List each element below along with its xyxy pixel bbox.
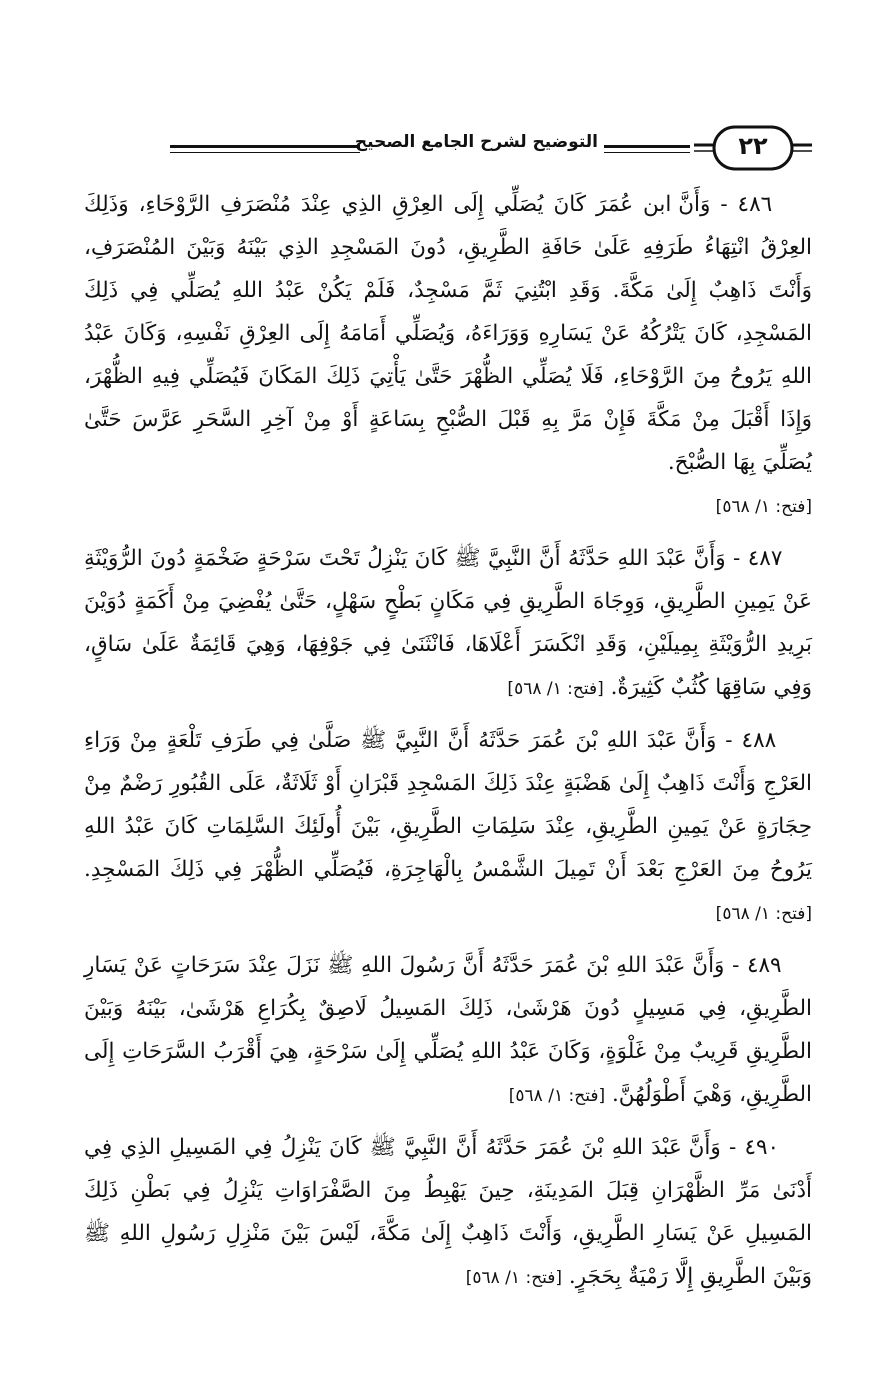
page-number-badge [694, 124, 812, 172]
hadith-paragraph [84, 183, 812, 529]
reference: [فتح: ١/ ٥٦٨] [507, 679, 604, 699]
hadith-text: وَأَنَّ عَبْدَ اللهِ بْنَ عُمَرَ حَدَّثَهُ أَنَّ النَّبِيَّ ﷺ صَلَّىٰ فِي طَرَفِ تَلْعَةٍ مِنْ وَرَاءِ العَرْجِ وَأَنْتَ ذَاهِبٌ إِلَىٰ هَضْبَةٍ عِنْدَ ذَلِكَ المَسْجِدِ قَبْرَانِ أَوْ ثَلَاثَةٌ، عَلَى القُبُورِ رَضْمٌ مِنْ حِجَارَةٍ عَنْ يَمِينِ الطَّرِيقِ، عِنْدَ سَلِمَاتِ الطَّرِيقِ، بَيْنَ أُولَئِكَ السَّلِمَاتِ كَانَ عَبْدُ اللهِ يَرُوحُ مِنَ العَرْجِ بَعْدَ أَنْ تَمِيلَ الشَّمْسُ بِالْهَاجِرَةِ، فَيُصَلِّي الظُّهْرَ فِي ذَلِكَ المَسْجِدِ. [84, 728, 812, 882]
page-body [84, 183, 812, 1308]
hadith-paragraph [84, 1126, 812, 1300]
separator: - [733, 546, 741, 571]
hadith-number: ٤٨٨ [741, 728, 777, 753]
separator: - [728, 1135, 737, 1160]
hadith-paragraph [84, 537, 812, 711]
header-rule-right [604, 145, 690, 153]
separator: - [725, 728, 733, 753]
hadith-number: ٤٨٧ [747, 546, 783, 571]
reference: [فتح: ١/ ٥٦٨] [465, 1268, 563, 1288]
reference: [فتح: ١/ ٥٦٨] [715, 497, 812, 517]
page-number: ٢٢ [738, 132, 768, 160]
reference: [فتح: ١/ ٥٦٨] [715, 904, 812, 924]
hadith-number: ٤٨٦ [737, 192, 773, 217]
header-rule-left [170, 145, 360, 153]
hadith-text: وَأَنَّ عَبْدَ اللهِ بْنَ عُمَرَ حَدَّثَهُ أَنَّ رَسُولَ اللهِ ﷺ نَزَلَ عِنْدَ سَرَحَاتٍ عَنْ يَسَارِ الطَّرِيقِ، فِي مَسِيلٍ دُونَ هَرْشَىٰ، ذَلِكَ المَسِيلُ لَاصِقٌ بِكُرَاعِ هَرْشَىٰ، بَيْنَهُ وَبَيْنَ الطَّرِيقِ قَرِيبٌ مِنْ غَلْوَةٍ، وَكَانَ عَبْدُ اللهِ يُصَلِّي إِلَىٰ سَرْحَةٍ، هِيَ أَقْرَبُ السَّرَحَاتِ إِلَى الطَّرِيقِ، وَهْيَ أَطْوَلُهُنَّ. [84, 953, 812, 1107]
running-title: التوضيح لشرح الجامع الصحيح [354, 132, 598, 152]
page-header [84, 124, 812, 176]
hadith-number: ٤٩٠ [744, 1135, 780, 1160]
hadith-paragraph [84, 719, 812, 936]
hadith-number: ٤٨٩ [746, 953, 782, 978]
separator: - [732, 953, 740, 978]
reference: [فتح: ١/ ٥٦٨] [508, 1086, 606, 1106]
hadith-text: وَأَنَّ عَبْدَ اللهِ بْنَ عُمَرَ حَدَّثَهُ أَنَّ النَّبِيَّ ﷺ كَانَ يَنْزِلُ فِي المَسِيلِ الذِي فِي أَدْنَىٰ مَرِّ الظَّهْرَانِ قِبَلَ المَدِينَةِ، حِينَ يَهْبِطُ مِنَ الصَّفْرَاوَاتِ يَنْزِلُ فِي بَطْنِ ذَلِكَ المَسِيلِ عَنْ يَسَارِ الطَّرِيقِ، وَأَنْتَ ذَاهِبٌ إِلَىٰ مَكَّةَ، لَيْسَ بَيْنَ مَنْزِلِ رَسُولِ اللهِ ﷺ وَبَيْنَ الطَّرِيقِ إِلَّا رَمْيَةٌ بِحَجَرٍ. [84, 1135, 812, 1289]
hadith-paragraph [84, 944, 812, 1118]
separator: - [720, 192, 728, 217]
hadith-text: وَأَنَّ ابن عُمَرَ كَانَ يُصَلِّي إِلَى العِرْقِ الذِي عِنْدَ مُنْصَرَفِ الرَّوْحَاءِ، وَذَلِكَ العِرْقُ انْتِهَاءُ طَرَفِهِ عَلَىٰ حَافَةِ الطَّرِيقِ، دُونَ المَسْجِدِ الذِي بَيْنَهُ وَبَيْنَ المُنْصَرَفِ، وَأَنْتَ ذَاهِبٌ إِلَىٰ مَكَّةَ. وَقَدِ ابْتُنِيَ ثَمَّ مَسْجِدٌ، فَلَمْ يَكُنْ عَبْدُ اللهِ يُصَلِّي فِي ذَلِكَ المَسْجِدِ، كَانَ يَتْرُكُهُ عَنْ يَسَارِهِ وَوَرَاءَهُ، وَيُصَلِّي أَمَامَهُ إِلَى العِرْقِ نَفْسِهِ، وَكَانَ عَبْدُ اللهِ يَرُوحُ مِنَ الرَّوْحَاءِ، فَلَا يُصَلِّي الظُّهْرَ حَتَّىٰ يَأْتِيَ ذَلِكَ المَكَانَ فَيُصَلِّي فِيهِ الظُّهْرَ، وَإِذَا أَقْبَلَ مِنْ مَكَّةَ فَإِنْ مَرَّ بِهِ قَبْلَ الصُّبْحِ بِسَاعَةٍ أَوْ مِنْ آخِرِ السَّحَرِ عَرَّسَ حَتَّىٰ يُصَلِّيَ بِهَا الصُّبْحَ. [84, 192, 812, 475]
hadith-text: وَأَنَّ عَبْدَ اللهِ حَدَّثَهُ أَنَّ النَّبِيَّ ﷺ كَانَ يَنْزِلُ تَحْتَ سَرْحَةٍ ضَخْمَةٍ دُونَ الرُّوَيْثَةِ عَنْ يَمِينِ الطَّرِيقِ، وَوِجَاهَ الطَّرِيقِ فِي مَكَانٍ بَطْحٍ سَهْلٍ، حَتَّىٰ يُفْضِيَ مِنْ أَكَمَةٍ دُوَيْنَ بَرِيدِ الرُّوَيْثَةِ بِمِيلَيْنِ، وَقَدِ انْكَسَرَ أَعْلَاهَا، فَانْثَنَىٰ فِي جَوْفِهَا، وَهِيَ قَائِمَةٌ عَلَىٰ سَاقٍ، وَفِي سَاقِهَا كُثُبٌ كَثِيرَةٌ. [84, 546, 812, 700]
